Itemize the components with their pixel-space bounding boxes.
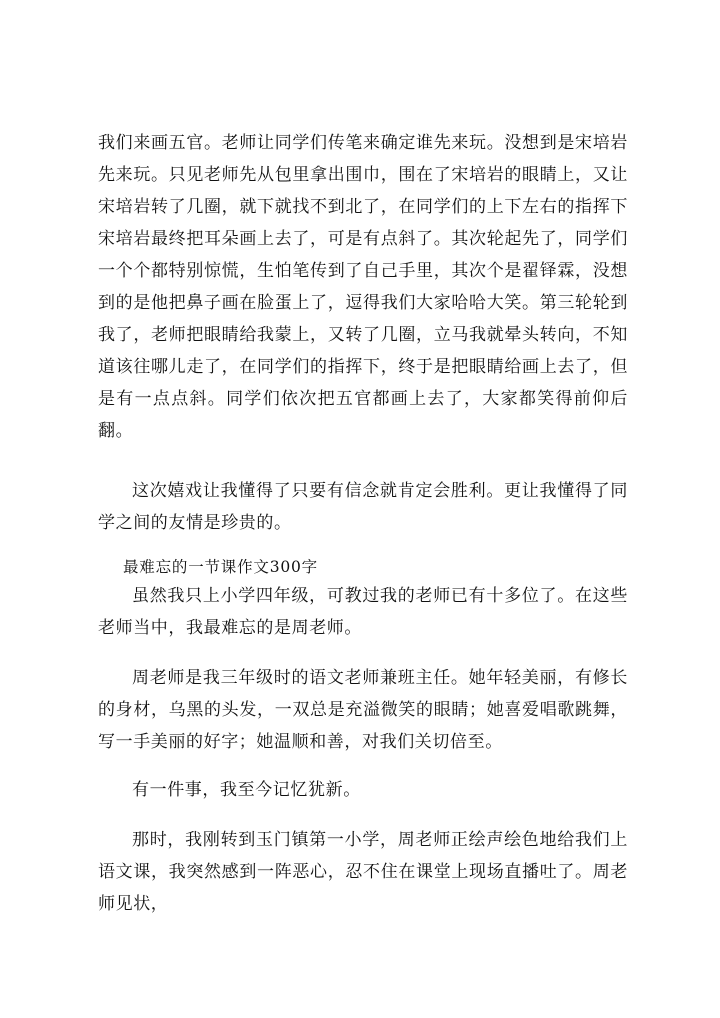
paragraph-drawing-game: 我们来画五官。老师让同学们传笔来确定谁先来玩。没想到是宋培岩先来玩。只见老师先从包里拿出围巾，围在了宋培岩的眼睛上，又让宋培岩转了几圈，就下就找不到北了，在同学们的上下左右的指挥下宋培岩最终把耳朵画上去了，可是有点斜了。其次轮起先了，同学们一个个都特别惊慌，生怕笔传到了自己手里，其次个是翟铎霖，没想到的是他把鼻子画在脸蛋上了，逗得我们大家哈哈大笑。第三轮轮到我了，老师把眼睛给我蒙上，又转了几圈，立马我就晕头转向，不知道该往哪儿走了，在同学们的指挥下，终于是把眼睛给画上去了，但是有一点点斜。同学们依次把五官都画上去了，大家都笑得前仰后翻。 xyxy=(98,133,628,441)
paragraph-lesson-learned: 这次嬉戏让我懂得了只要有信念就肯定会胜利。更让我懂得了同学之间的友情是珍贵的。 xyxy=(98,481,628,533)
paragraph-memory: 有一件事，我至今记忆犹新。 xyxy=(132,780,361,800)
paragraph-story-start: 那时，我刚转到玉门镇第一小学，周老师正绘声绘色地给我们上语文课，我突然感到一阵恶心，忍不住在课堂上现场直播吐了。周老师见状， xyxy=(98,830,628,914)
paragraph-teacher-description: 周老师是我三年级时的语文老师兼班主任。她年轻美丽，有修长的身材，乌黑的头发，一双总是充溢微笑的眼睛；她喜爱唱歌跳舞，写一手美丽的好字；她温顺和善，对我们关切倍至。 xyxy=(98,668,628,752)
essay-heading: 最难忘的一节课作文300字 xyxy=(123,558,318,576)
paragraph-intro-teacher: 虽然我只上小学四年级，可教过我的老师已有十多位了。在这些老师当中，我最难忘的是周老师。 xyxy=(98,586,628,638)
